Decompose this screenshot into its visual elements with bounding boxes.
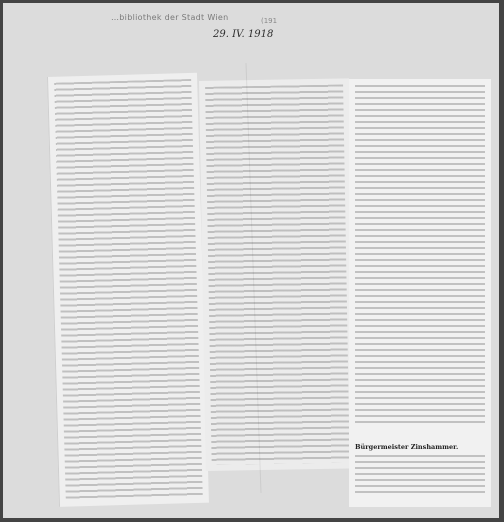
clipping-column-right	[349, 79, 491, 507]
body-text-lines	[355, 85, 485, 427]
section-heading: Bürgermeister Zinshammer.	[355, 443, 461, 451]
clipping-column-left	[47, 73, 209, 507]
body-text-lines	[54, 79, 203, 501]
clipping-column-middle	[199, 78, 356, 471]
pencil-note: (191	[261, 17, 278, 25]
body-text-lines	[205, 84, 350, 464]
library-stamp: …bibliothek der Stadt Wien	[111, 13, 229, 22]
body-text-lines	[355, 455, 485, 497]
scanned-sheet	[3, 3, 499, 518]
handwritten-date: 29. IV. 1918	[213, 29, 274, 40]
